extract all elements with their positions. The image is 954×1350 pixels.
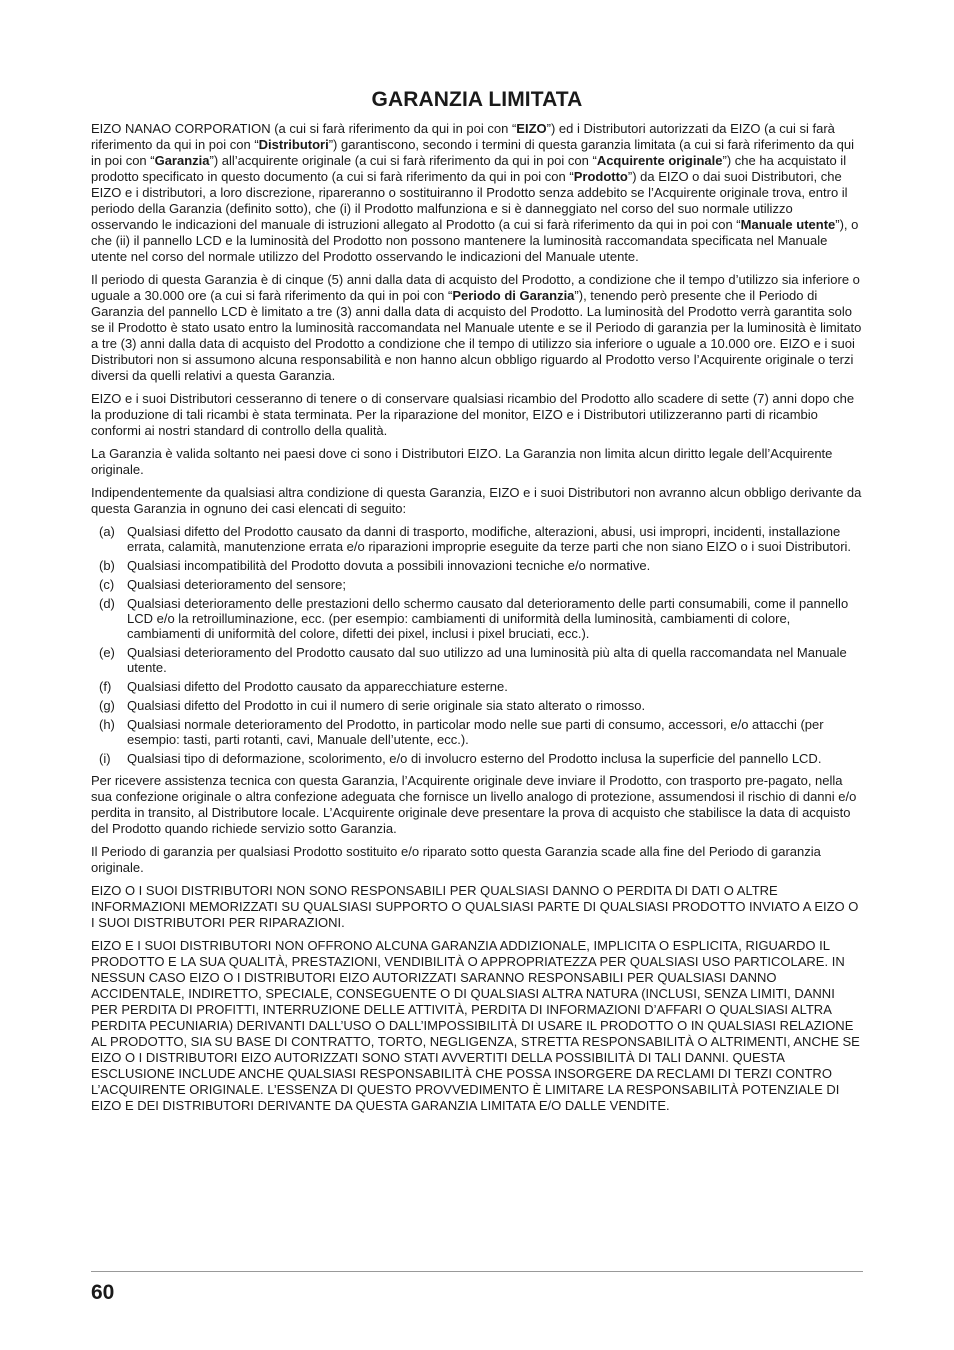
list-item-text: Qualsiasi deterioramento del sensore; bbox=[127, 577, 346, 592]
list-item bbox=[91, 524, 863, 554]
list-item bbox=[91, 645, 863, 675]
list-item-label: (h) bbox=[99, 717, 115, 732]
footer-divider bbox=[91, 1271, 863, 1272]
list-item bbox=[91, 751, 863, 766]
defined-term: Distributori bbox=[258, 137, 329, 152]
defined-term: Manuale utente bbox=[740, 217, 836, 232]
page-title: GARANZIA LIMITATA bbox=[371, 88, 583, 111]
list-item bbox=[91, 679, 863, 694]
defined-term: Periodo di Garanzia bbox=[452, 288, 575, 303]
list-item-text: Qualsiasi incompatibilità del Prodotto dovuta a possibili innovazioni tecniche e/o normative. bbox=[127, 558, 651, 573]
list-item-label: (e) bbox=[99, 645, 115, 660]
validity-paragraph: La Garanzia è valida soltanto nei paesi dove ci sono i Distributori EIZO. La Garanzia non limita alcun diritto legale dell’Acquirente originale. bbox=[91, 446, 833, 477]
list-item-label: (i) bbox=[99, 751, 111, 766]
list-item-label: (g) bbox=[99, 698, 115, 713]
service-paragraph: Per ricevere assistenza tecnica con questa Garanzia, l’Acquirente originale deve inviare il Prodotto, con trasporto pre-pagato, nella sua confezione originale o altra confezione adeguata che fornisce un livello analogo di protezione, assumendosi il rischio di danni e/o perdita in transito, al Distributore locale. L’Acquirente originale deve presentare la prova di acquisto che stabilisce la data di acquisto del Prodotto quando richiede servizio sotto Garanzia. bbox=[91, 773, 857, 836]
list-item bbox=[91, 698, 863, 713]
warranty-page bbox=[91, 88, 863, 1121]
list-item-label: (f) bbox=[99, 679, 112, 694]
liability-disclaimer: EIZO E I SUOI DISTRIBUTORI NON OFFRONO ALCUNA GARANZIA ADDIZIONALE, IMPLICITA O ESPLICITA, RIGUARDO IL PRODOTTO E LA SUA QUALITÀ, PRESTAZIONI, VENDIBILITÀ O APPROPRIATEZZA PER QUALSIASI USO PARTICOLARE. IN NESSUN CASO EIZO O I DISTRIBUTORI EIZO AUTORIZZATI SARANNO RESPONSABILI PER QUALSIASI DANNO ACCIDENTALE, INDIRETTO, SPECIALE, CONSEGUENTE O DI QUALSIASI ALTRA NATURA (INCLUSI, SENZA LIMITI, DANNI PER PERDITA DI PROFITTI, INTERRUZIONE DELLE ATTIVITÀ, PERDITA DI INFORMAZIONI D’AFFARI O QUALSIASI ALTRA PERDITA PECUNIARIA) DERIVANTI DALL’USO O DALL’IMPOSSIBILITÀ DI USARE IL PRODOTTO O IN QUALSIASI RELAZIONE AL PRODOTTO, SIA SU BASE DI CONTRATTO, TORTO, NEGLIGENZA, STRETTA RESPONSABILITÀ O ALTRIMENTI, ANCHE SE EIZO O I DISTRIBUTORI EIZO AUTORIZZATI SONO STATI AVVERTITI DELLA POSSIBILITÀ DI TALI DANNI. QUESTA ESCLUSIONE INCLUDE ANCHE QUALSIASI RESPONSABILITÀ CHE POSSA INSORGERE DA RECLAMI DI TERZI CONTRO L’ACQUIRENTE ORIGINALE. L’ESSENZA DI QUESTO PROVVEDIMENTO È LIMITARE LA RESPONSABILITÀ POTENZIALE DI EIZO E DEI DISTRIBUTORI DERIVANTE DA QUESTA GARANZIA LIMITATA E/O DALLE VENDITE. bbox=[91, 938, 860, 1113]
defined-term: Garanzia bbox=[154, 153, 210, 168]
list-item-text: Qualsiasi difetto del Prodotto causato da apparecchiature esterne. bbox=[127, 679, 508, 694]
exclusions-list bbox=[91, 524, 863, 766]
list-item-text: Qualsiasi difetto del Prodotto in cui il numero di serie originale sia stato alterato o rimosso. bbox=[127, 698, 646, 713]
exclusions-intro-paragraph: Indipendentemente da qualsiasi altra condizione di questa Garanzia, EIZO e i suoi Distributori non avranno alcun obbligo derivante da questa Garanzia in ognuno dei casi elencati di seguito: bbox=[91, 485, 862, 516]
warranty-period-paragraph: Il periodo di questa Garanzia è di cinque (5) anni dalla data di acquisto del Prodotto, a condizione che il tempo d’utilizzo sia inferiore o uguale a 30.000 ore (a cui si farà riferimento da qui in poi con “Periodo di Garanzia”), tenendo però presente che il Periodo di Garanzia del pannello LCD è limitato a tre (3) anni dalla data di acquisto del Prodotto. La luminosità del Prodotto verrà garantita solo se il Prodotto è stato usato entro la luminosità raccomandata nel Manuale utente e se il Periodo di garanzia per la luminosità è limitato a tre (3) anni dalla data di acquisto del Prodotto a condizione che il tempo di utilizzo sia inferiore o uguale a 10.000 ore. EIZO e i suoi Distributori non si assumono alcuna responsabilità e non hanno alcun obbligo riguardo al Prodotto verso l’Acquirente originale o terzi diversi da quelli relativi a questa Garanzia. bbox=[91, 272, 862, 383]
intro-paragraph: EIZO NANAO CORPORATION (a cui si farà riferimento da qui in poi con “EIZO”) ed i Distributori autorizzati da EIZO (a cui si farà riferimento da qui in poi con “Distributori”) garantiscono, secondo i termini di questa garanzia limitata (a cui si farà riferimento da qui in poi con “Garanzia”) all’acquirente originale (a cui si farà riferimento da qui in poi con “Acquirente originale”) che ha acquistato il prodotto specificato in questo documento (a cui si farà riferimento da qui in poi con “Prodotto”) da EIZO o dai suoi Distributori, che EIZO e i distributori, a loro discrezione, ripareranno o sostituiranno il Prodotto senza addebito se l’Acquirente originale trova, entro il periodo della Garanzia (definito sotto), che (i) il Prodotto malfunziona e si è danneggiato nel corso del suo normale utilizzo osservando le indicazioni del manuale di istruzioni allegato al Prodotto (a cui si farà riferimento da qui in poi con “Manuale utente”), o che (ii) il pannello LCD e la luminosità del Prodotto non possono mantenere la luminosità raccomandata specificata nel Manuale utente nel corso del normale utilizzo del Prodotto osservando le indicazioni del Manuale utente. bbox=[91, 121, 859, 264]
spare-parts-paragraph: EIZO e i suoi Distributori cesseranno di tenere o di conservare qualsiasi ricambio del Prodotto allo scadere di sette (7) anni dopo che la produzione di tali ricambi è stata terminata. Per la riparazione del monitor, EIZO e i Distributori utilizzeranno parti di ricambio conformi ai nostri standard di controllo della qualità. bbox=[91, 391, 855, 438]
list-item-text: Qualsiasi deterioramento del Prodotto causato dal suo utilizzo ad una luminosità più alta di quella raccomandata nel Manuale utente. bbox=[127, 645, 847, 675]
list-item-text: Qualsiasi normale deterioramento del Prodotto, in particolar modo nelle sue parti di consumo, accessori, e/o attacchi (per esempio: tasti, parti rotanti, cavi, Manuale dell’utente, ecc.). bbox=[127, 717, 824, 747]
list-item-text: Qualsiasi difetto del Prodotto causato da danni di trasporto, modifiche, alterazioni, abusi, usi impropri, incidenti, installazione errata, calamità, manutenzione errata e/o riparazioni improprie eseguite da terze parti che non siano EIZO o i suoi Distributori. bbox=[127, 524, 852, 554]
list-item bbox=[91, 596, 863, 641]
list-item-text: Qualsiasi tipo di deformazione, scolorimento, e/o di involucro esterno del Prodotto inclusa la superficie del pannello LCD. bbox=[127, 751, 822, 766]
list-item bbox=[91, 717, 863, 747]
list-item-label: (d) bbox=[99, 596, 115, 611]
list-item-text: Qualsiasi deterioramento delle prestazioni dello schermo causato dal deterioramento delle parti consumabili, come il pannello LCD e/o la retroilluminazione, ecc. (per esempio: cambiamenti di uniformità della luminosità, cambiamenti di colore, cambiamenti di uniformità del colore, difetti dei pixel, inclusi i pixel bruciati, ecc.). bbox=[127, 596, 849, 641]
defined-term: Prodotto bbox=[573, 169, 628, 184]
data-loss-disclaimer: EIZO O I SUOI DISTRIBUTORI NON SONO RESPONSABILI PER QUALSIASI DANNO O PERDITA DI DATI O ALTRE INFORMAZIONI MEMORIZZATI SU QUALSIASI SUPPORTO O QUALSIASI PARTE DI QUALSIASI PRODOTTO INVIATO A EIZO O I SUOI DISTRIBUTORI PER RIPARAZIONI. bbox=[91, 883, 859, 930]
list-item bbox=[91, 558, 863, 573]
list-item bbox=[91, 577, 863, 592]
defined-term: EIZO bbox=[516, 121, 547, 136]
replacement-period-paragraph: Il Periodo di garanzia per qualsiasi Prodotto sostituito e/o riparato sotto questa Garanzia scade alla fine del Periodo di garanzia originale. bbox=[91, 844, 821, 875]
list-item-label: (c) bbox=[99, 577, 115, 592]
page-number: 60 bbox=[91, 1281, 115, 1304]
defined-term: Acquirente originale bbox=[596, 153, 723, 168]
list-item-label: (a) bbox=[99, 524, 115, 539]
list-item-label: (b) bbox=[99, 558, 115, 573]
